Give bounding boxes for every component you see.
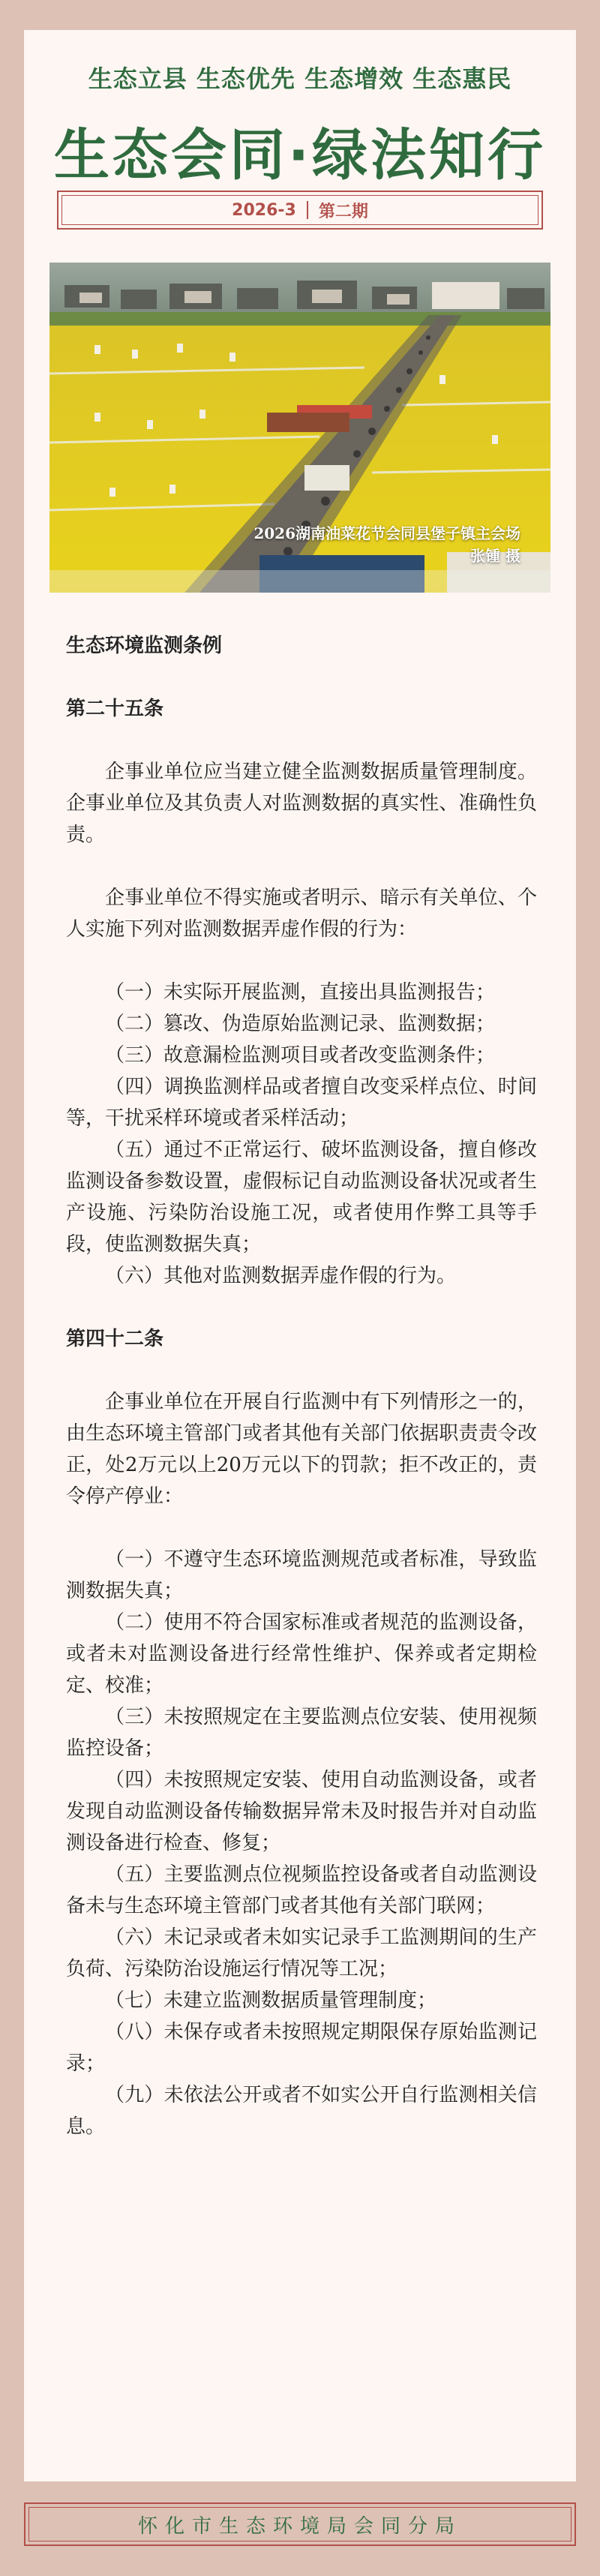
list-item: （六）未记录或者未如实记录手工监测期间的生产负荷、污染防治设施运行情况等工况； (66, 1926, 537, 1980)
issue-divider (307, 201, 308, 219)
footer-organization: 怀化市生态环境局会同分局 (137, 2514, 462, 2538)
rapeseed-field-photo (50, 263, 550, 593)
photo-caption-title: 2026湖南油菜花节会同县堡子镇主会场 (254, 524, 520, 542)
article-25-heading: 第二十五条 (66, 698, 164, 720)
list-item: （三）未按照规定在主要监测点位安装、使用视频监控设备； (66, 1706, 537, 1760)
list-item: （一）不遵守生态环境监测规范或者标准，导致监测数据失真； (66, 1548, 537, 1602)
photo-credit: 张锺 摄 (470, 547, 520, 565)
list-item: （四）未按照规定安装、使用自动监测设备，或者发现自动监测设备传输数据异常未及时报告并对自动监测设备进行检查、修复； (66, 1769, 537, 1854)
list-item: （一）未实际开展监测，直接出具监测报告； (105, 981, 496, 1004)
list-item: （二）篡改、伪造原始监测记录、监测数据； (105, 1013, 496, 1035)
list-item: （三）故意漏检监测项目或者改变监测条件； (105, 1044, 496, 1067)
list-item: （九）未依法公开或者不如实公开自行监测相关信息。 (66, 2084, 537, 2138)
slogan: 生态立县 生态优先 生态增效 生态惠民 (88, 65, 512, 93)
list-item: （八）未保存或者未按照规定期限保存原始监测记录； (66, 2021, 537, 2075)
issue-banner (57, 191, 543, 230)
article-25-paragraph-2: 企事业单位不得实施或者明示、暗示有关单位、个人实施下列对监测数据弄虚作假的行为： (66, 887, 537, 941)
page-title: 生态会同·绿法知行 (53, 123, 547, 188)
list-item: （七）未建立监测数据质量管理制度； (105, 1989, 437, 2012)
article-42-paragraph-1: 企事业单位在开展自行监测中有下列情形之一的，由生态环境主管部门或者其他有关部门依据职责责令改正，处2万元以上20万元以下的罚款；拒不改正的，责令停产停业： (66, 1391, 537, 1508)
article-body (66, 630, 537, 2142)
list-item: （二）使用不符合国家标准或者规范的监测设备，或者未对监测设备进行经常性维护、保养或者定期检定、校准； (66, 1611, 537, 1697)
photo-caption (254, 522, 520, 567)
list-item: （四）调换监测样品或者擅自改变采样点位、时间等，干扰采样环境或者采样活动； (66, 1076, 537, 1130)
article-42-heading: 第四十二条 (66, 1328, 164, 1350)
list-item: （五）通过不正常运行、破坏监测设备，擅自修改监测设备参数设置，虚假标记自动监测设备状况或者生产设施、污染防治设施工况，或者使用作弊工具等手段，使监测数据失真； (66, 1139, 537, 1256)
issue-number: 第二期 (318, 202, 368, 221)
list-item: （六）其他对监测数据弄虚作假的行为。 (105, 1265, 457, 1287)
issue-date: 2026-3 (232, 200, 296, 220)
list-item: （五）主要监测点位视频监控设备或者自动监测设备未与生态环境主管部门或者其他有关部门联网； (66, 1863, 537, 1917)
article-25-paragraph-1: 企事业单位应当建立健全监测数据质量管理制度。企事业单位及其负责人对监测数据的真实性、准确性负责。 (66, 761, 537, 846)
law-title: 生态环境监测条例 (66, 635, 223, 657)
footer-banner (24, 2502, 576, 2546)
